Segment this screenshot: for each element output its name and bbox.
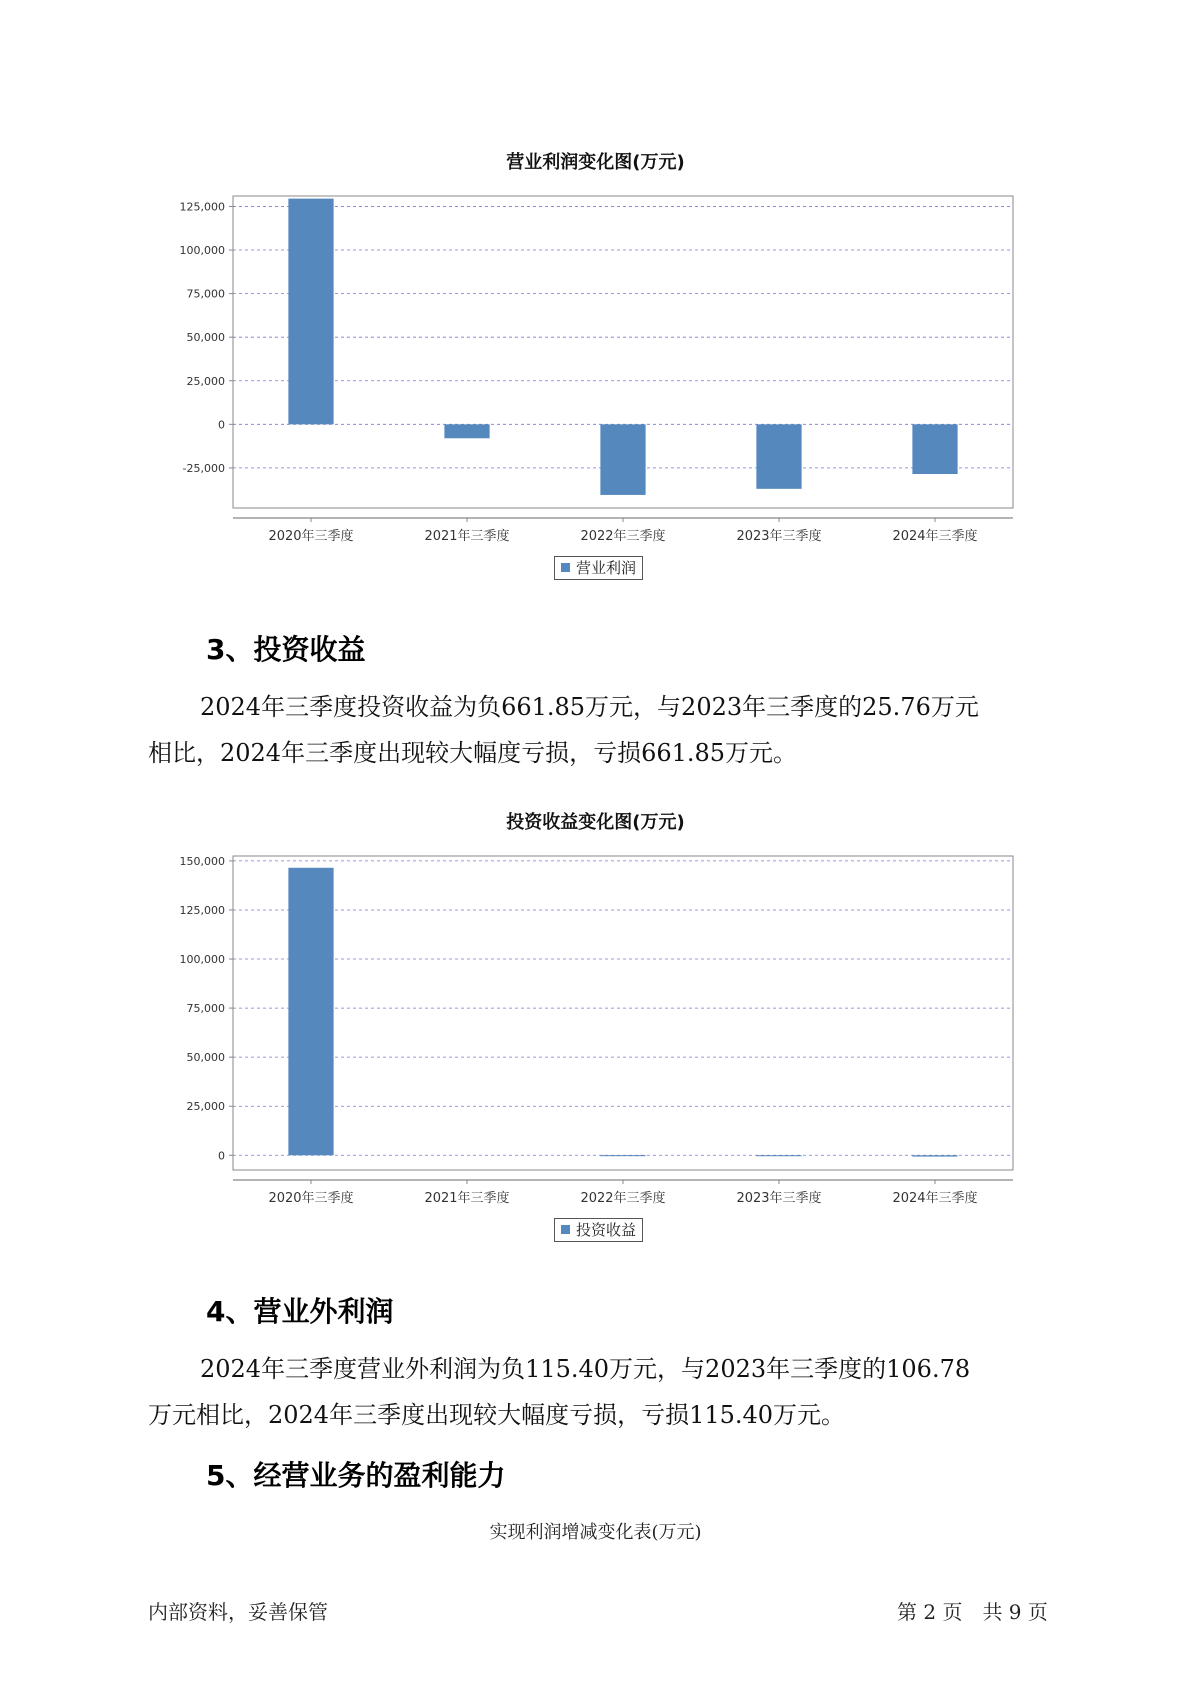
x-tick-label: 2020年三季度 xyxy=(268,1191,354,1206)
section3-heading: 3、投资收益 xyxy=(206,633,366,666)
y-tick-label: 50,000 xyxy=(186,331,225,345)
chart1-title: 营业利润变化图(万元) xyxy=(506,152,685,173)
x-tick-label: 2021年三季度 xyxy=(424,1191,510,1206)
chart2-legend xyxy=(554,1218,643,1242)
x-tick-label: 2024年三季度 xyxy=(892,1191,978,1206)
x-tick-label: 2020年三季度 xyxy=(268,529,354,544)
section3-line2: 相比，2024年三季度出现较大幅度亏损，亏损661.85万元。 xyxy=(148,739,798,767)
x-tick-label: 2023年三季度 xyxy=(736,529,822,544)
plot-area xyxy=(233,856,1013,1170)
y-tick-label: 100,000 xyxy=(179,953,225,967)
y-tick-label: 125,000 xyxy=(179,200,225,214)
footer-page-number: 第 2 页 共 9 页 xyxy=(897,1600,1048,1624)
legend-swatch-icon xyxy=(561,1225,570,1234)
table-caption: 实现利润增减变化表(万元) xyxy=(489,1522,702,1543)
section4-heading: 4、营业外利润 xyxy=(206,1295,394,1328)
footer-left: 内部资料，妥善保管 xyxy=(148,1600,328,1624)
bar xyxy=(756,1155,801,1156)
y-tick-label: 75,000 xyxy=(186,287,225,301)
section5-heading: 5、经营业务的盈利能力 xyxy=(206,1459,506,1492)
bar xyxy=(912,1155,957,1156)
y-tick-label: 0 xyxy=(218,418,225,432)
y-tick-label: 50,000 xyxy=(186,1051,225,1065)
bar xyxy=(600,1155,645,1156)
y-tick-label: 25,000 xyxy=(186,1100,225,1114)
section4-paragraph xyxy=(148,1346,1068,1438)
chart2-legend-label: 投资收益 xyxy=(576,1221,637,1239)
y-tick-label: 0 xyxy=(218,1149,225,1163)
y-tick-label: 125,000 xyxy=(179,903,225,917)
chart2-title: 投资收益变化图(万元) xyxy=(506,812,685,833)
section4-line1: 2024年三季度营业外利润为负115.40万元，与2023年三季度的106.78 xyxy=(200,1355,971,1383)
y-tick-label: 100,000 xyxy=(179,244,225,258)
y-tick-label: -25,000 xyxy=(182,461,225,475)
x-tick-label: 2024年三季度 xyxy=(892,529,978,544)
y-tick-label: 150,000 xyxy=(179,854,225,868)
x-tick-label: 2022年三季度 xyxy=(580,1191,666,1206)
chart1-legend-label: 营业利润 xyxy=(576,559,637,577)
section4-line2: 万元相比，2024年三季度出现较大幅度亏损，亏损115.40万元。 xyxy=(148,1401,846,1429)
y-tick-label: 25,000 xyxy=(186,374,225,388)
x-tick-label: 2023年三季度 xyxy=(736,1191,822,1206)
y-tick-label: 75,000 xyxy=(186,1002,225,1016)
x-tick-label: 2021年三季度 xyxy=(424,529,510,544)
bar xyxy=(288,868,333,1156)
x-tick-label: 2022年三季度 xyxy=(580,529,666,544)
section3-line1: 2024年三季度投资收益为负661.85万元，与2023年三季度的25.76万元 xyxy=(200,693,979,721)
